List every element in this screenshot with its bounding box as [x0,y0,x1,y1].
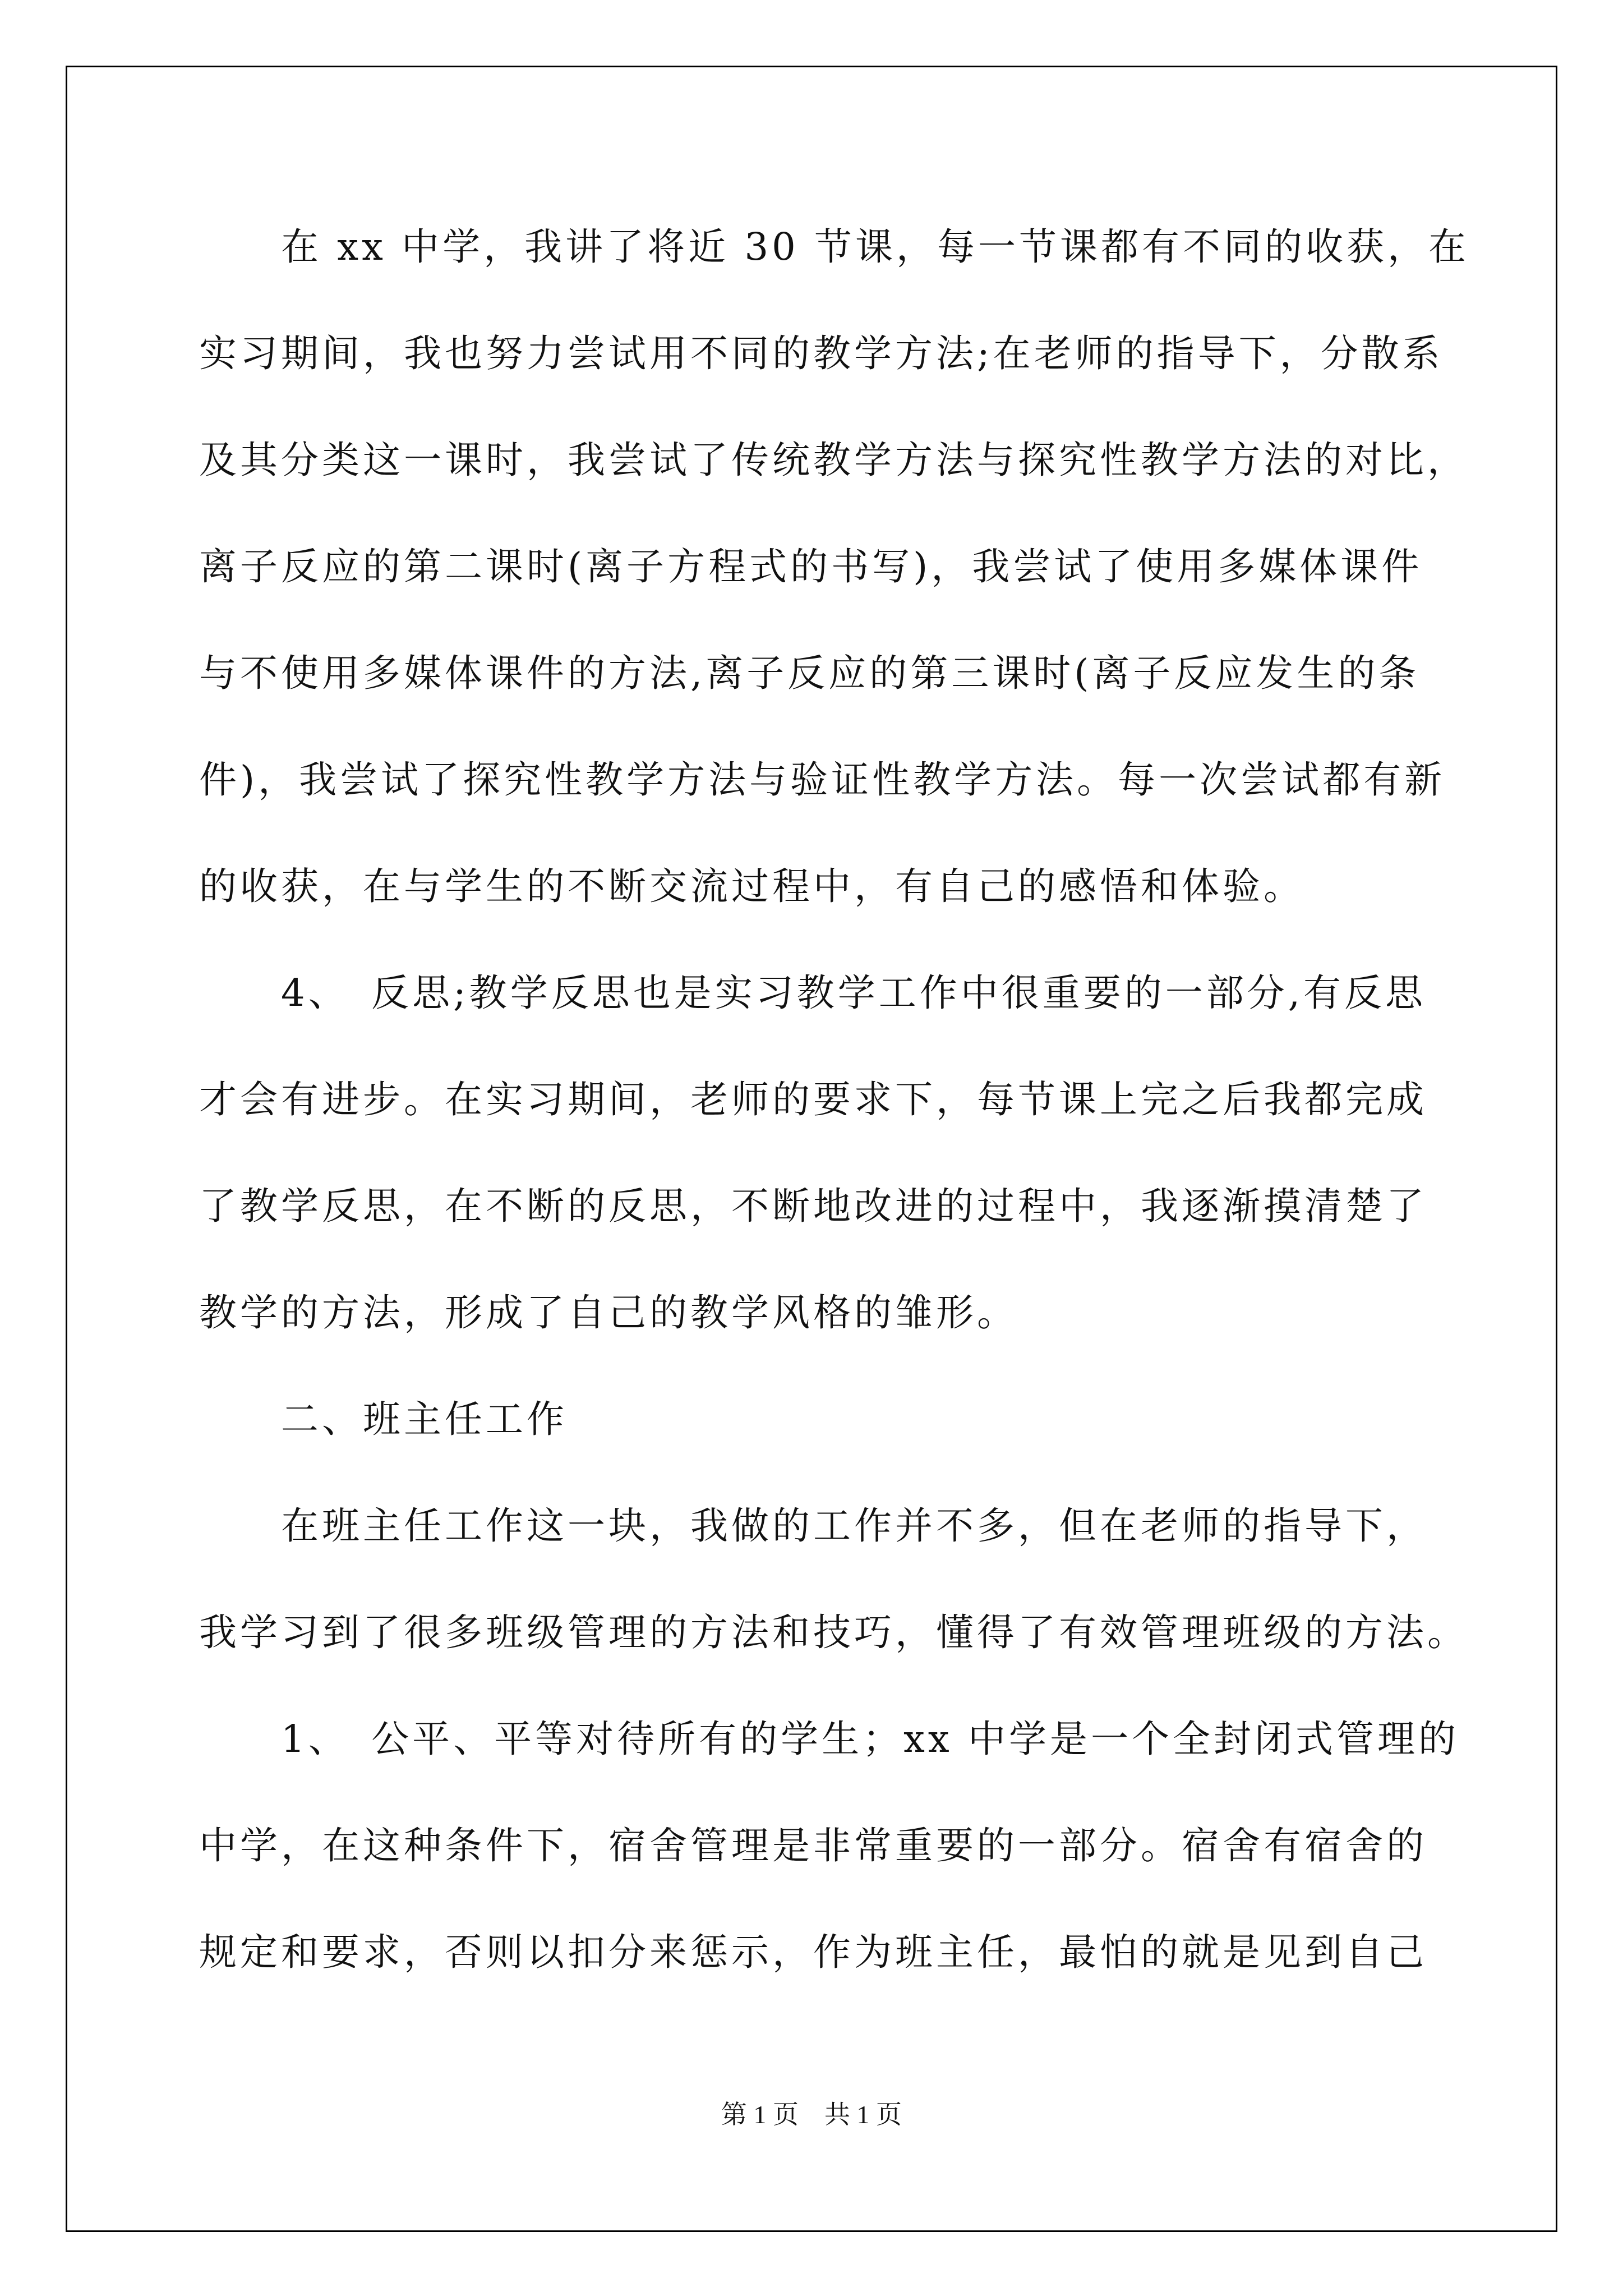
page-footer: 第 1 页 共 1 页 [721,2100,902,2129]
text-line: 及其分类这一课时，我尝试了传统教学方法与探究性教学方法的对比， [199,438,1468,482]
text-line: 离子反应的第二课时(离子方程式的书写)，我尝试了使用多媒体课件 [199,545,1423,588]
text-line: 件)，我尝试了探究性教学方法与验证性教学方法。每一次尝试都有新 [199,758,1446,802]
text-line: 才会有进步。在实习期间，老师的要求下，每节课上完之后我都完成 [199,1078,1427,1121]
text-line: 在 xx 中学，我讲了将近 30 节课，每一节课都有不同的收获，在 [199,225,1470,269]
text-line: 与不使用多媒体课件的方法,离子反应的第三课时(离子反应发生的条 [199,651,1420,695]
text-line: 了教学反思，在不断的反思，不断地改进的过程中，我逐渐摸清楚了 [199,1184,1427,1228]
text-line: 我学习到了很多班级管理的方法和技巧，懂得了有效管理班级的方法。 [199,1611,1468,1654]
text-line: 实习期间，我也努力尝试用不同的教学方法;在老师的指导下，分散系 [199,332,1444,375]
text-line: 4、 反思;教学反思也是实习教学工作中很重要的一部分,有反思 [199,971,1426,1015]
text-line: 中学，在这种条件下，宿舍管理是非常重要的一部分。宿舍有宿舍的 [199,1824,1427,1867]
section-heading: 二、班主任工作 [199,1397,568,1441]
text-line: 1、 公平、平等对待所有的学生；xx 中学是一个全封闭式管理的 [199,1717,1459,1761]
text-line: 教学的方法，形成了自己的教学风格的雏形。 [199,1291,1018,1335]
page-border [66,66,1557,2232]
text-line: 规定和要求，否则以扣分来惩示，作为班主任，最怕的就是见到自己 [199,1930,1427,1974]
text-line: 的收获，在与学生的不断交流过程中，有自己的感悟和体验。 [199,864,1304,908]
text-line: 在班主任工作这一块，我做的工作并不多，但在老师的指导下， [199,1504,1427,1548]
